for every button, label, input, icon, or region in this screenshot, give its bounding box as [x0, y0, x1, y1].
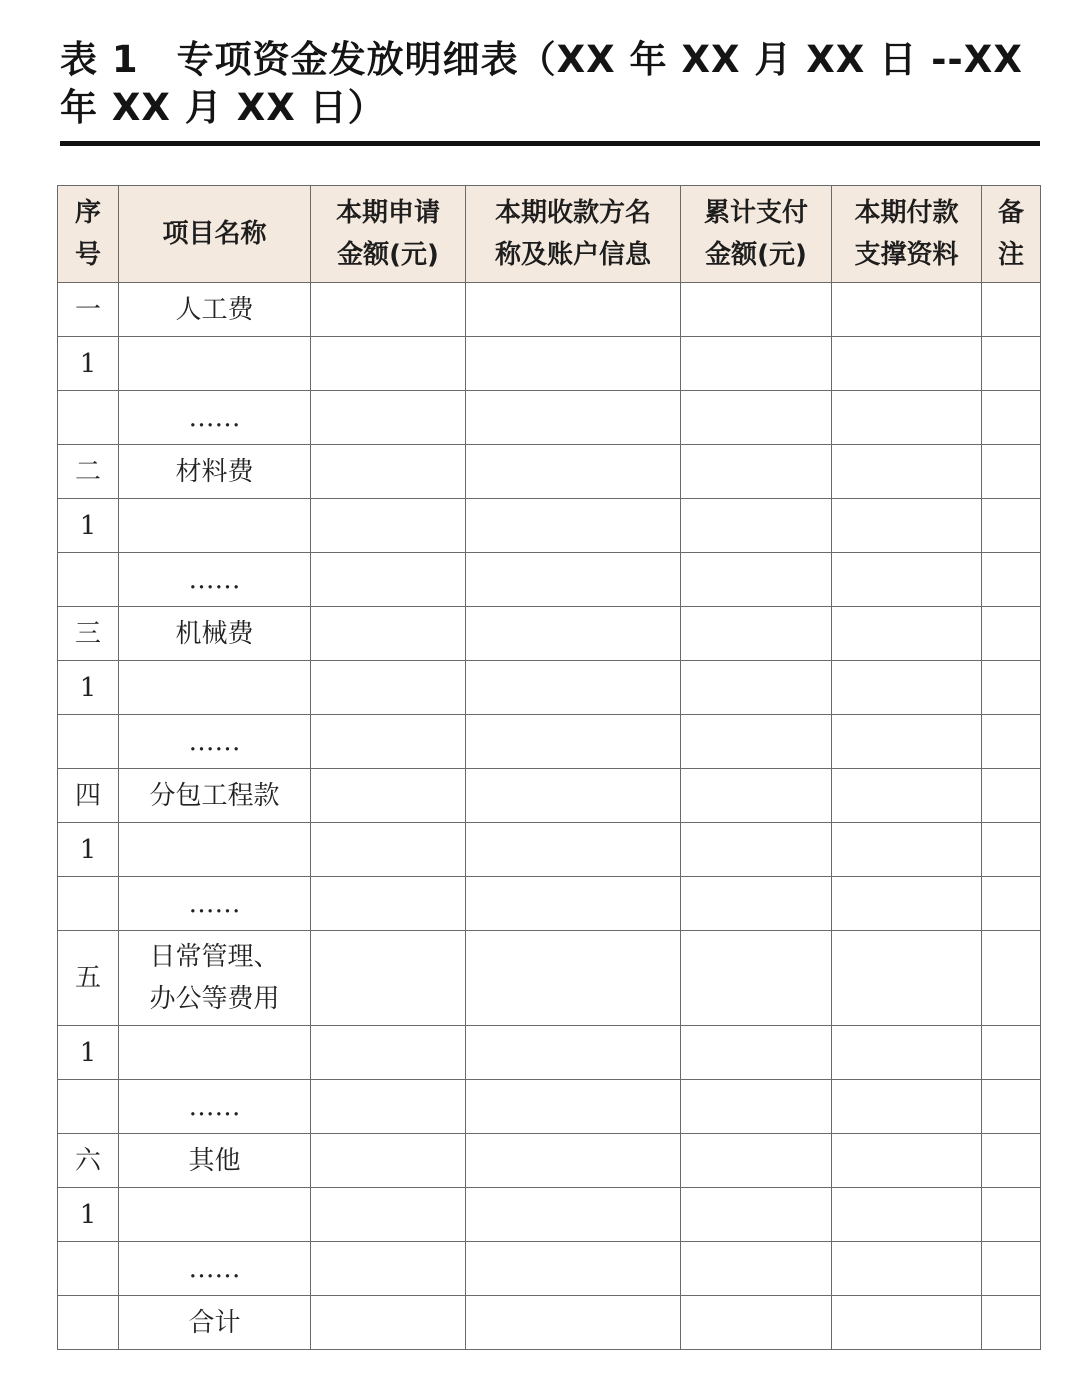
cell-apply-amount[interactable] [311, 931, 466, 1026]
total-row [58, 1296, 1041, 1350]
cell-cumulative-paid[interactable] [681, 553, 832, 607]
cell-cumulative-paid[interactable] [681, 1026, 832, 1080]
cell-cumulative-paid[interactable] [681, 1134, 832, 1188]
cell-payee-account[interactable] [466, 1188, 681, 1242]
cell-payee-account[interactable] [466, 877, 681, 931]
cell-cumulative-paid[interactable] [681, 607, 832, 661]
cell-apply-amount[interactable] [311, 1080, 466, 1134]
cell-remarks[interactable] [982, 1080, 1041, 1134]
cell-seq: 三 [58, 607, 119, 661]
cell-payee-account[interactable] [466, 715, 681, 769]
cell-seq [58, 391, 119, 445]
cell-supporting-docs[interactable] [832, 607, 982, 661]
cell-supporting-docs[interactable] [832, 337, 982, 391]
cell-supporting-docs[interactable] [832, 1026, 982, 1080]
cell-project-name[interactable] [119, 661, 311, 715]
table-row [58, 499, 1041, 553]
cell-cumulative-paid[interactable] [681, 931, 832, 1026]
cell-apply-amount[interactable] [311, 823, 466, 877]
header-supporting-docs: 本期付款 支撑资料 [832, 186, 982, 283]
cell-seq [58, 877, 119, 931]
cell-cumulative-paid[interactable] [681, 877, 832, 931]
cell-project-name: 机械费 [119, 607, 311, 661]
cell-supporting-docs[interactable] [832, 931, 982, 1026]
cell-apply-amount[interactable] [311, 1134, 466, 1188]
fund-detail-table [57, 185, 1041, 1350]
cell-payee-account[interactable] [466, 823, 681, 877]
cell-payee-account[interactable] [466, 1242, 681, 1296]
table-title: 表 1 专项资金发放明细表（XX 年 XX 月 XX 日 --XX 年 XX 月 XX 日） [60, 38, 1023, 129]
cell-remarks[interactable] [982, 769, 1041, 823]
cell-remarks[interactable] [982, 1134, 1041, 1188]
cell-apply-amount[interactable] [311, 1026, 466, 1080]
cell-remarks[interactable] [982, 1296, 1041, 1350]
cell-supporting-docs[interactable] [832, 769, 982, 823]
cell-cumulative-paid[interactable] [681, 1188, 832, 1242]
cell-remarks[interactable] [982, 337, 1041, 391]
table-header-row [58, 186, 1041, 283]
cell-payee-account[interactable] [466, 499, 681, 553]
cell-remarks[interactable] [982, 283, 1041, 337]
cell-apply-amount[interactable] [311, 553, 466, 607]
cell-project-name: 分包工程款 [119, 769, 311, 823]
table-row [58, 1188, 1041, 1242]
cell-remarks[interactable] [982, 499, 1041, 553]
cell-apply-amount[interactable] [311, 1242, 466, 1296]
header-project-name: 项目名称 [119, 186, 311, 283]
cell-supporting-docs[interactable] [832, 1296, 982, 1350]
cell-payee-account[interactable] [466, 445, 681, 499]
table-row [58, 445, 1041, 499]
header-cumulative-paid: 累计支付 金额(元) [681, 186, 832, 283]
cell-apply-amount[interactable] [311, 715, 466, 769]
cell-supporting-docs[interactable] [832, 391, 982, 445]
cell-apply-amount[interactable] [311, 499, 466, 553]
cell-cumulative-paid[interactable] [681, 661, 832, 715]
cell-seq: 1 [58, 1026, 119, 1080]
cell-seq: 二 [58, 445, 119, 499]
table-row [58, 823, 1041, 877]
cell-project-name: 日常管理、 办公等费用 [119, 931, 311, 1026]
cell-seq [58, 715, 119, 769]
cell-cumulative-paid[interactable] [681, 1080, 832, 1134]
header-payee-account: 本期收款方名 称及账户信息 [466, 186, 681, 283]
cell-remarks[interactable] [982, 1242, 1041, 1296]
cell-supporting-docs[interactable] [832, 499, 982, 553]
cell-seq: 一 [58, 283, 119, 337]
cell-remarks[interactable] [982, 1026, 1041, 1080]
header-remarks: 备 注 [982, 186, 1041, 283]
table-row [58, 769, 1041, 823]
cell-project-name: …… [119, 715, 311, 769]
table-row [58, 715, 1041, 769]
table-row [58, 1134, 1041, 1188]
cell-remarks[interactable] [982, 607, 1041, 661]
cell-project-name: …… [119, 1080, 311, 1134]
cell-payee-account[interactable] [466, 391, 681, 445]
cell-supporting-docs[interactable] [832, 877, 982, 931]
cell-apply-amount[interactable] [311, 1296, 466, 1350]
table-row [58, 661, 1041, 715]
cell-cumulative-paid[interactable] [681, 499, 832, 553]
cell-supporting-docs[interactable] [832, 1080, 982, 1134]
cell-remarks[interactable] [982, 877, 1041, 931]
cell-seq [58, 553, 119, 607]
cell-supporting-docs[interactable] [832, 823, 982, 877]
table-row [58, 1080, 1041, 1134]
cell-remarks[interactable] [982, 661, 1041, 715]
cell-payee-account[interactable] [466, 931, 681, 1026]
cell-cumulative-paid[interactable] [681, 715, 832, 769]
cell-payee-account[interactable] [466, 553, 681, 607]
cell-remarks[interactable] [982, 391, 1041, 445]
cell-payee-account[interactable] [466, 337, 681, 391]
cell-cumulative-paid[interactable] [681, 283, 832, 337]
cell-cumulative-paid[interactable] [681, 1242, 832, 1296]
cell-supporting-docs[interactable] [832, 1242, 982, 1296]
cell-apply-amount[interactable] [311, 445, 466, 499]
header-apply-amount: 本期申请 金额(元) [311, 186, 466, 283]
cell-seq: 1 [58, 1188, 119, 1242]
cell-remarks[interactable] [982, 823, 1041, 877]
header-seq: 序 号 [58, 186, 119, 283]
cell-seq: 1 [58, 337, 119, 391]
cell-seq: 六 [58, 1134, 119, 1188]
cell-project-name[interactable] [119, 499, 311, 553]
cell-project-name: …… [119, 877, 311, 931]
cell-apply-amount[interactable] [311, 337, 466, 391]
cell-project-name: 人工费 [119, 283, 311, 337]
table-row [58, 337, 1041, 391]
cell-supporting-docs[interactable] [832, 661, 982, 715]
table-row [58, 283, 1041, 337]
table-row [58, 391, 1041, 445]
cell-project-name: 其他 [119, 1134, 311, 1188]
cell-apply-amount[interactable] [311, 877, 466, 931]
cell-project-name[interactable] [119, 337, 311, 391]
cell-project-name: …… [119, 391, 311, 445]
cell-payee-account[interactable] [466, 1296, 681, 1350]
cell-seq: 1 [58, 823, 119, 877]
table-row [58, 877, 1041, 931]
table-row [58, 931, 1041, 1026]
cell-project-name: …… [119, 1242, 311, 1296]
cell-seq: 五 [58, 931, 119, 1026]
cell-cumulative-paid[interactable] [681, 769, 832, 823]
cell-supporting-docs[interactable] [832, 715, 982, 769]
table-row [58, 607, 1041, 661]
cell-cumulative-paid[interactable] [681, 823, 832, 877]
title-divider [60, 141, 1040, 146]
table-row [58, 1242, 1041, 1296]
cell-supporting-docs[interactable] [832, 445, 982, 499]
cell-cumulative-paid[interactable] [681, 337, 832, 391]
cell-payee-account[interactable] [466, 661, 681, 715]
cell-remarks[interactable] [982, 445, 1041, 499]
cell-apply-amount[interactable] [311, 391, 466, 445]
cell-remarks[interactable] [982, 715, 1041, 769]
cell-seq [58, 1296, 119, 1350]
cell-remarks[interactable] [982, 931, 1041, 1026]
cell-apply-amount[interactable] [311, 1188, 466, 1242]
cell-supporting-docs[interactable] [832, 283, 982, 337]
cell-project-name: …… [119, 553, 311, 607]
cell-supporting-docs[interactable] [832, 1134, 982, 1188]
cell-remarks[interactable] [982, 1188, 1041, 1242]
cell-cumulative-paid[interactable] [681, 445, 832, 499]
cell-supporting-docs[interactable] [832, 553, 982, 607]
cell-cumulative-paid[interactable] [681, 391, 832, 445]
table-row [58, 1026, 1041, 1080]
cell-payee-account[interactable] [466, 1026, 681, 1080]
cell-total-label: 合计 [119, 1296, 311, 1350]
cell-project-name[interactable] [119, 1026, 311, 1080]
cell-seq: 1 [58, 661, 119, 715]
table-row [58, 553, 1041, 607]
cell-cumulative-paid[interactable] [681, 1296, 832, 1350]
cell-seq [58, 1242, 119, 1296]
cell-apply-amount[interactable] [311, 661, 466, 715]
cell-seq: 1 [58, 499, 119, 553]
cell-payee-account[interactable] [466, 1134, 681, 1188]
cell-seq: 四 [58, 769, 119, 823]
cell-project-name[interactable] [119, 1188, 311, 1242]
cell-apply-amount[interactable] [311, 769, 466, 823]
cell-remarks[interactable] [982, 553, 1041, 607]
cell-project-name[interactable] [119, 823, 311, 877]
cell-apply-amount[interactable] [311, 283, 466, 337]
cell-supporting-docs[interactable] [832, 1188, 982, 1242]
cell-payee-account[interactable] [466, 769, 681, 823]
cell-project-name: 材料费 [119, 445, 311, 499]
cell-payee-account[interactable] [466, 607, 681, 661]
cell-payee-account[interactable] [466, 283, 681, 337]
cell-seq [58, 1080, 119, 1134]
cell-apply-amount[interactable] [311, 607, 466, 661]
cell-payee-account[interactable] [466, 1080, 681, 1134]
